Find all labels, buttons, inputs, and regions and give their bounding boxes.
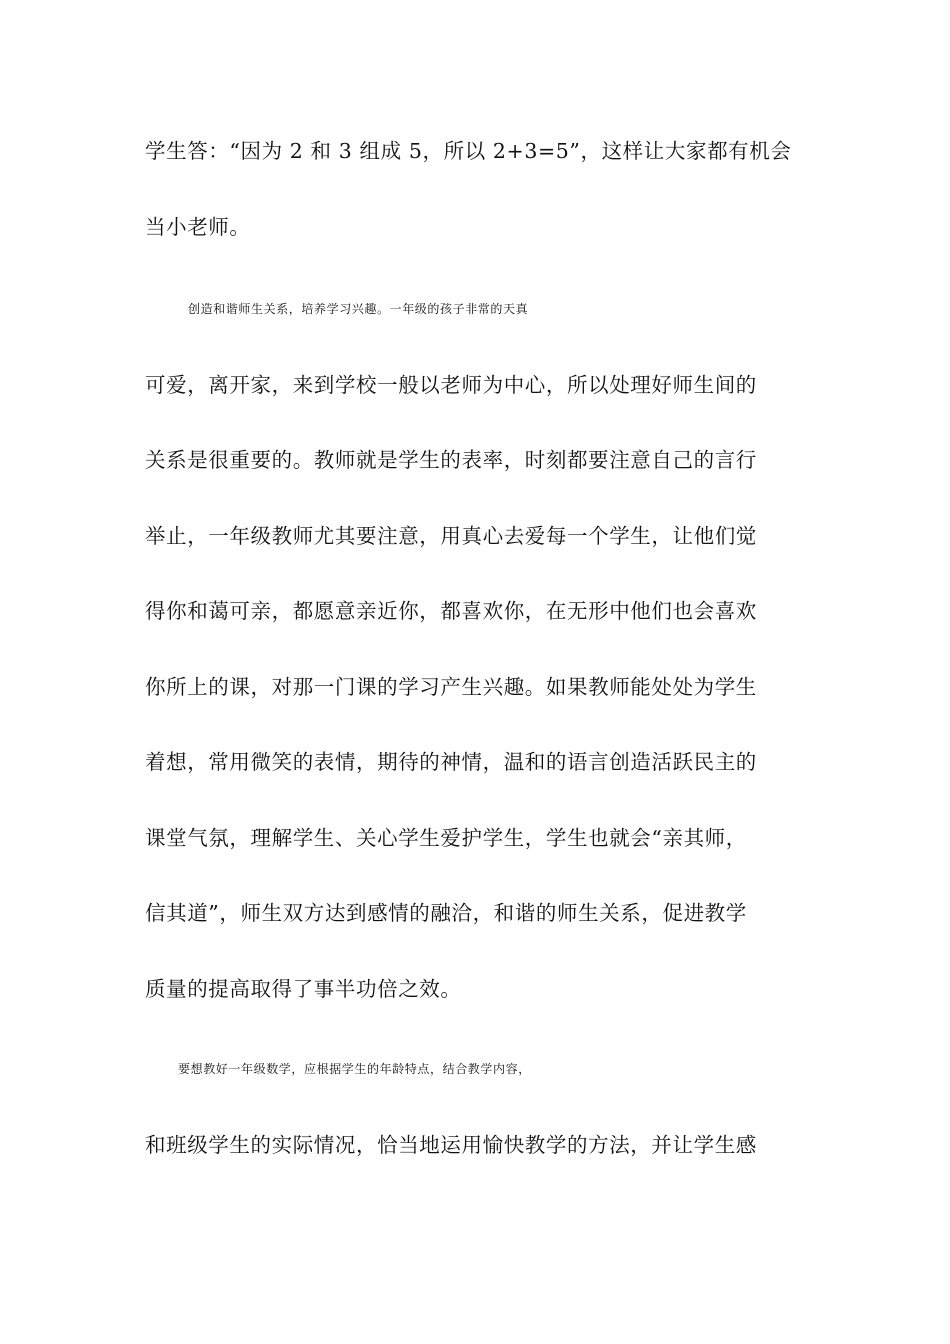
paragraph-3-line-2: 和班级学生的实际情况，恰当地运用愉快教学的方法，并让学生感 <box>145 1133 757 1157</box>
paragraph-2-line-2: 可爱，离开家，来到学校一般以老师为中心，所以处理好师生间的 <box>145 373 757 397</box>
paragraph-2-line-1: 创造和谐师生关系，培养学习兴趣。一年级的孩子非常的天真 <box>188 302 529 316</box>
paragraph-2-line-8: 课堂气氛，理解学生、关心学生爱护学生，学生也就会“亲其师， <box>145 826 747 850</box>
paragraph-2-line-3: 关系是很重要的。教师就是学生的表率，时刻都要注意自己的言行 <box>145 448 757 472</box>
paragraph-1-line-2: 当小老师。 <box>145 215 251 239</box>
paragraph-2-line-4: 举止，一年级教师尤其要注意，用真心去爱每一个学生，让他们觉 <box>145 524 757 548</box>
paragraph-2-line-6: 你所上的课，对那一门课的学习产生兴趣。如果教师能处处为学生 <box>145 675 757 699</box>
paragraph-2-line-7: 着想，常用微笑的表情，期待的神情，温和的语言创造活跃民主的 <box>145 750 757 774</box>
paragraph-2-line-9: 信其道”，师生双方达到感情的融洽，和谐的师生关系，促进教学 <box>145 901 747 925</box>
paragraph-1-line-1: 学生答：“因为 2 和 3 组成 5，所以 2+3=5”，这样让大家都有机会 <box>145 139 792 163</box>
paragraph-2-line-10: 质量的提高取得了事半功倍之效。 <box>145 977 462 1001</box>
paragraph-3-line-1: 要想教好一年级数学，应根据学生的年龄特点，结合教学内容， <box>178 1062 531 1076</box>
paragraph-2-line-5: 得你和蔼可亲，都愿意亲近你，都喜欢你，在无形中他们也会喜欢 <box>145 599 757 623</box>
